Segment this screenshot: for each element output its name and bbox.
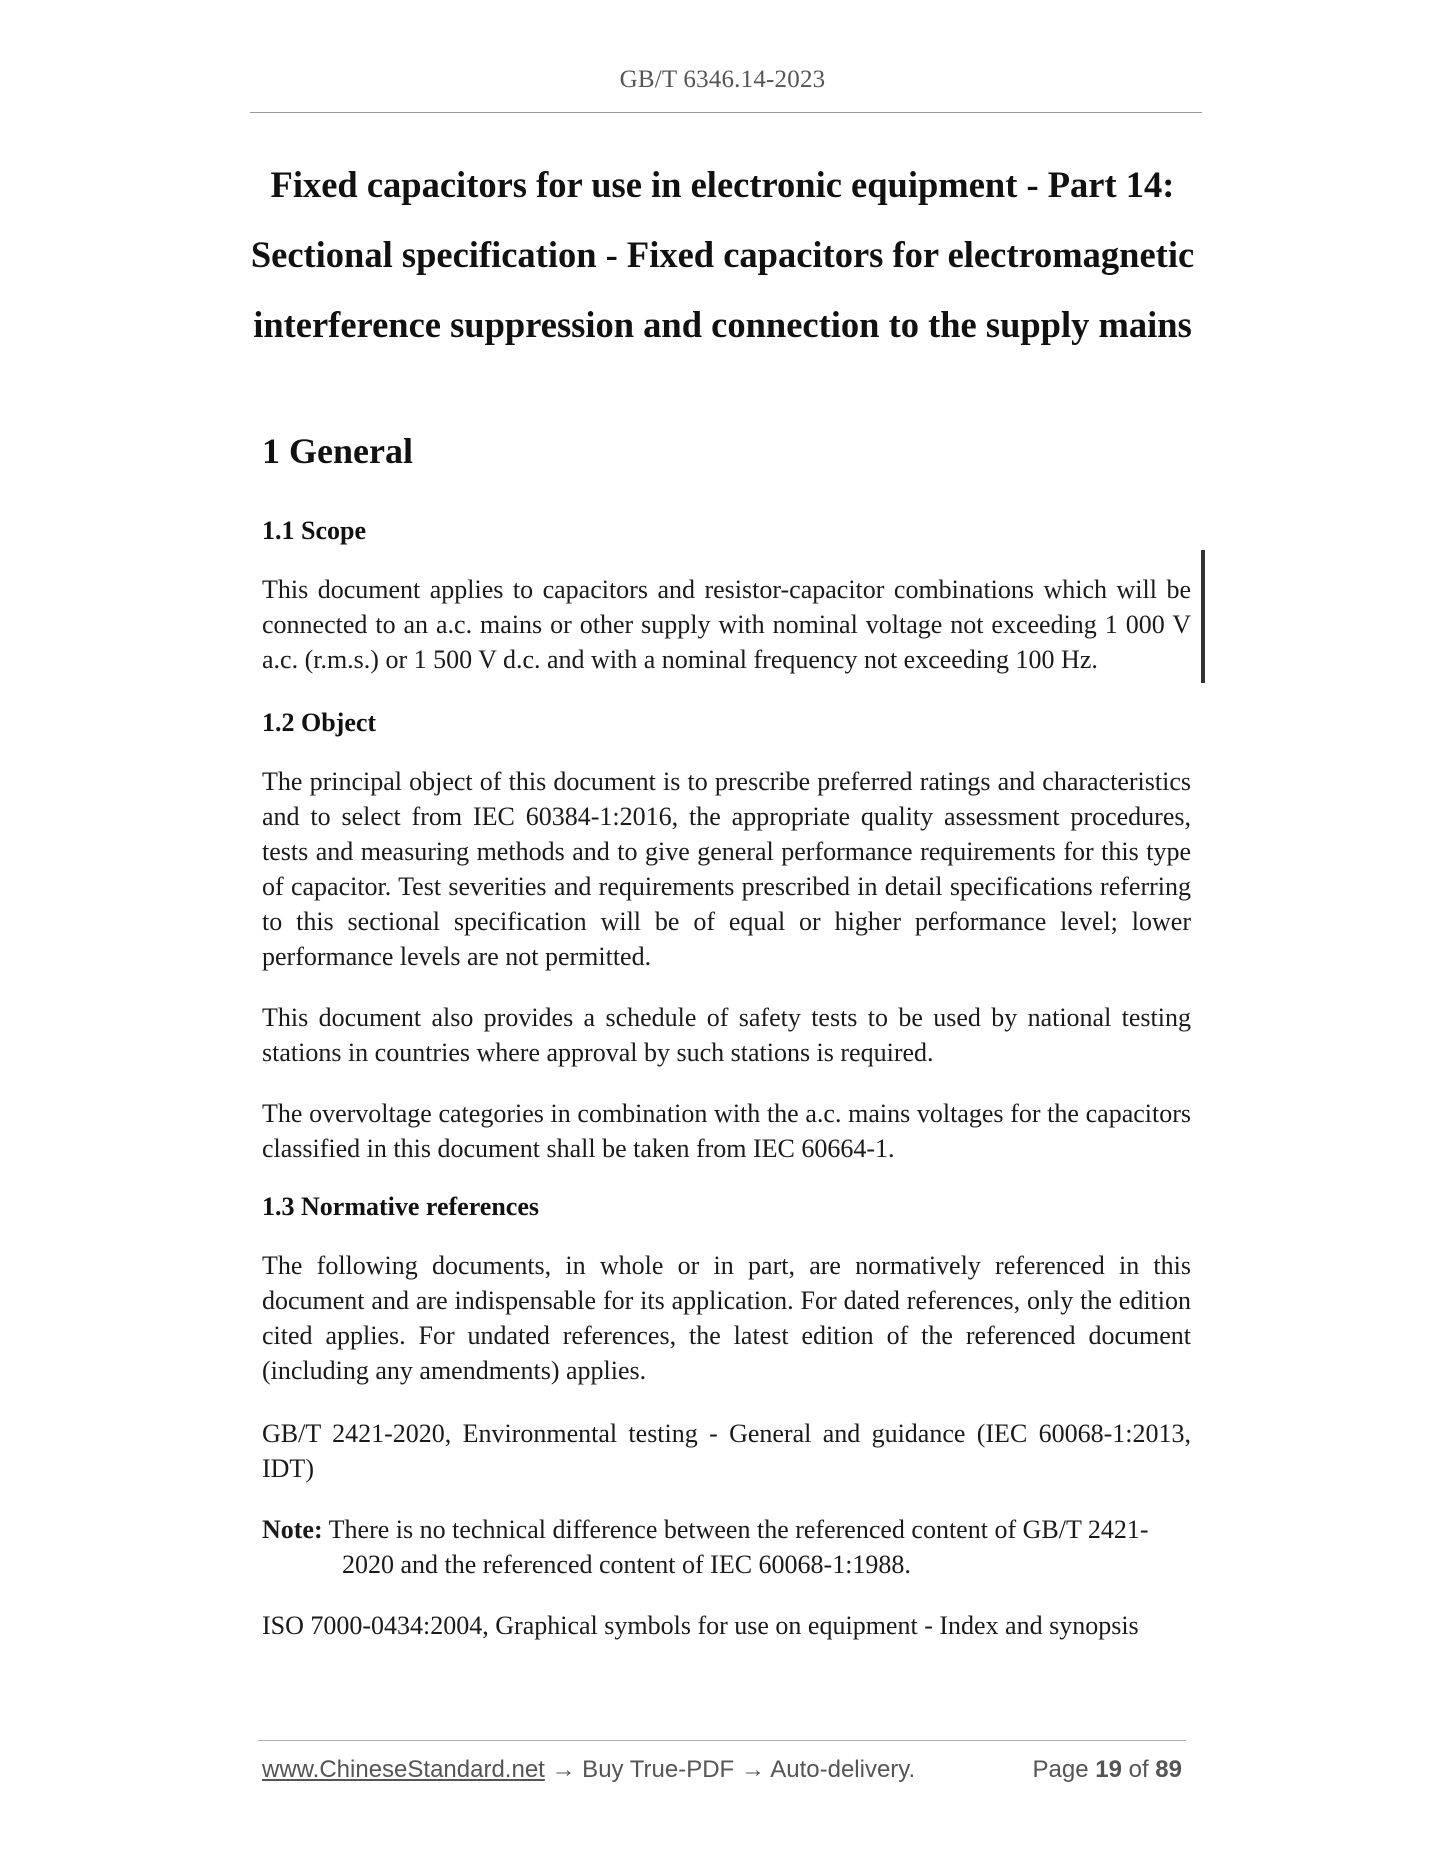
object-paragraph-2: This document also provides a schedule of safety tests to be used by national testing stations in countries where approval by such stations is required.: [262, 1003, 1191, 1067]
subsection-heading-normative-references: 1.3 Normative references: [262, 1192, 539, 1221]
section-heading-general: 1 General: [262, 431, 413, 471]
scope-paragraph: This document applies to capacitors and resistor-capacitor combinations which will be connected to an a.c. mains or other supply with nominal voltage not exceeding 1 000 V a.c. (r.m.s.) or 1 500 V d.c. and with a nominal frequency not exceeding 100 Hz.: [262, 575, 1191, 674]
page-footer: [262, 1756, 1182, 1790]
footer-website-link[interactable]: www.ChineseStandard.net: [262, 1756, 545, 1783]
note-label: Note:: [262, 1515, 323, 1544]
subsection-heading-object: 1.2 Object: [262, 708, 377, 737]
page-indicator: [1033, 1756, 1183, 1784]
object-paragraph-1: The principal object of this document is to prescribe preferred ratings and characteristics and to select from IEC 60384-1:2016, the appropriate quality assessment procedures, tests and measuring methods and to give general performance requirements for this type of capacitor. Test severities and requirements prescribed in detail specifications referring to this sectional specification will be of equal or higher performance level; lower performance levels are not permitted.: [262, 767, 1191, 971]
reference-note: [262, 1512, 1191, 1582]
page-of-label: of: [1128, 1756, 1149, 1783]
header-divider: [250, 112, 1202, 113]
subsection-heading-scope: 1.1 Scope: [262, 516, 366, 545]
reference-gbt-2421: GB/T 2421-2020, Environmental testing - General and guidance (IEC 60068-1:2013, IDT): [262, 1419, 1191, 1483]
reference-iso-7000: ISO 7000-0434:2004, Graphical symbols for use on equipment - Index and synopsis: [262, 1611, 1139, 1640]
revision-change-bar: [1201, 550, 1205, 683]
header-doc-code: GB/T 6346.14-2023: [619, 66, 826, 93]
title-line-3: interference suppression and connection to the supply mains: [253, 304, 1192, 345]
footer-promo-text: → Buy True-PDF → Auto-delivery.: [544, 1756, 916, 1783]
title-line-1: Fixed capacitors for use in electronic equipment - Part 14:: [270, 164, 1175, 205]
normative-intro-paragraph: The following documents, in whole or in part, are normatively referenced in this document and are indispensable for its application. For dated references, only the edition cited applies. For undated references, the latest edition of the referenced document (including any amendments) applies.: [262, 1251, 1191, 1385]
document-title: [200, 150, 1245, 360]
footer-promo: [262, 1756, 915, 1784]
note-line-1: There is no technical difference between the referenced content of GB/T 2421-: [328, 1515, 1149, 1544]
object-paragraph-3: The overvoltage categories in combination with the a.c. mains voltages for the capacitors classified in this document shall be taken from IEC 60664-1.: [262, 1099, 1191, 1163]
note-line-2: 2020 and the referenced content of IEC 60068-1:1988.: [342, 1550, 911, 1579]
title-line-2: Sectional specification - Fixed capacitors for electromagnetic: [250, 234, 1195, 275]
page-total-number: 89: [1155, 1756, 1182, 1783]
page-label: Page: [1032, 1756, 1089, 1783]
page-current-number: 19: [1095, 1756, 1122, 1783]
footer-divider: [258, 1740, 1186, 1741]
